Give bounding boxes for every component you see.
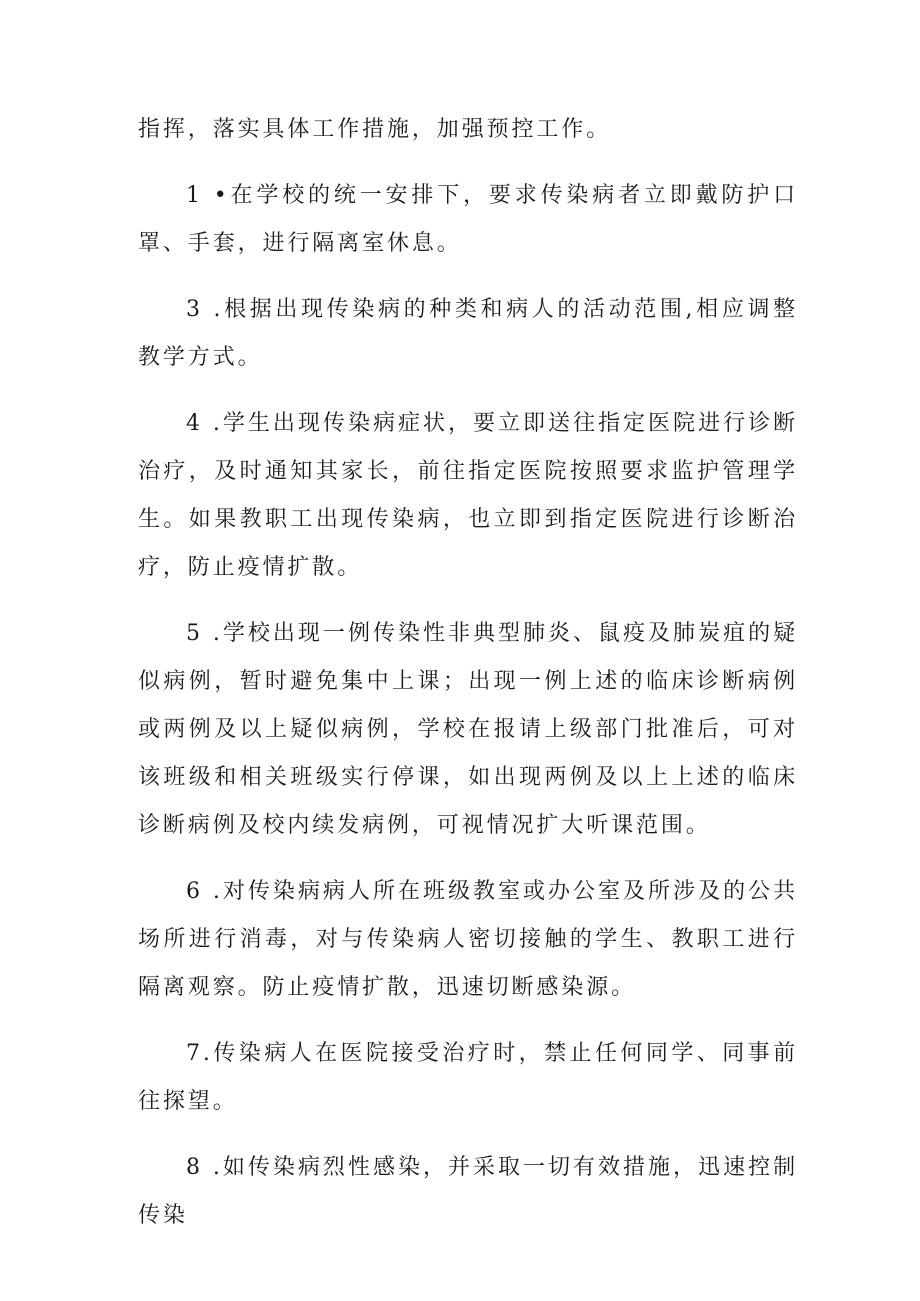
document-body	[138, 106, 798, 1258]
paragraph-item-7: 7.传染病人在医院接受治疗时，禁止任何同学、同事前往探望。	[138, 1041, 798, 1114]
paragraph-item-6: 6 .对传染病病人所在班级教室或办公室及所涉及的公共场所进行消毒，对与传染病人密切接触的学生、教职工进行隔离观察。防止疫情扩散，迅速切断感染源。	[138, 879, 798, 1000]
paragraph-item-3: 3 .根据出现传染病的种类和病人的活动范围,相应调整教学方式。	[138, 297, 798, 370]
paragraph-continuation: 指挥，落实具体工作措施，加强预控工作。	[138, 117, 612, 142]
paragraph-item-8: 8 .如传染病烈性感染，并采取一切有效措施，迅速控制传染	[138, 1155, 798, 1228]
paragraph-item-4: 4 .学生出现传染病症状，要立即送往指定医院进行诊断治疗，及时通知其家长，前往指定医院按照要求监护管理学生。如果教职工出现传染病，也立即到指定医院进行诊断治疗，防止疫情扩散。	[138, 411, 798, 580]
paragraph-item-1: 1 •在学校的统一安排下，要求传染病者立即戴防护口罩、手套，进行隔离室休息。	[138, 183, 798, 256]
paragraph-item-5: 5 .学校出现一例传染性非典型肺炎、鼠疫及肺炭疽的疑似病例，暂时避免集中上课；出现一例上述的临床诊断病例或两例及以上疑似病例，学校在报请上级部门批准后，可对该班级和相关班级实行停课，如出现两例及以上上述的临床诊断病例及校内续发病例，可视情况扩大听课范围。	[138, 621, 798, 838]
